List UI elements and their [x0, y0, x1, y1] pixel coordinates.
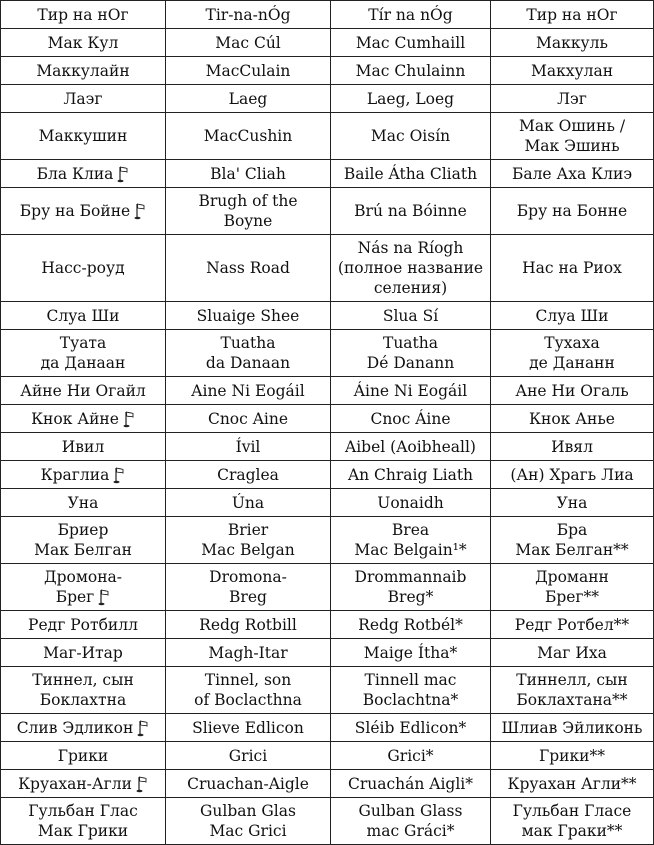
cell-text: Slieve Edlicon: [192, 718, 304, 737]
table-cell: [166, 160, 331, 188]
cell-text: Бла Клиа: [36, 164, 114, 183]
cell-text: Ивил: [61, 437, 105, 456]
cell-text: Redg Rotbél*: [358, 615, 463, 634]
cell-text: Tinnel, son of Boclacthna: [194, 671, 302, 709]
cell-text: Нас на Риох: [522, 259, 622, 277]
table-cell: [491, 798, 654, 845]
cell-text: Бале Аха Клиэ: [511, 164, 633, 183]
flag-marker-icon: [98, 588, 110, 606]
cell-text: Кнок Айне: [31, 409, 119, 428]
table-cell: [331, 489, 491, 517]
table-cell: [331, 639, 491, 667]
cell-text: Туата да Данаан: [40, 334, 126, 372]
cell-text: Маккуль: [536, 33, 608, 52]
table-cell: [491, 770, 654, 798]
table-cell: [491, 639, 654, 667]
table-cell: [331, 798, 491, 845]
table-cell: [491, 611, 654, 639]
table-cell: [491, 667, 654, 714]
table-cell: [331, 85, 491, 113]
cell-text: Мак Кул: [47, 33, 119, 52]
cell-text: Dromona- Breg: [209, 568, 287, 606]
table-cell: [166, 714, 331, 742]
cell-text: Лаэг: [63, 89, 103, 108]
cell-text: Tuatha Dé Danann: [366, 334, 455, 372]
table-cell: [491, 714, 654, 742]
table-cell: [1, 330, 166, 377]
table-row: [1, 235, 654, 302]
cell-text: Grici*: [387, 746, 434, 765]
table-row: [1, 517, 654, 564]
table-cell: [491, 113, 654, 160]
table-cell: [1, 798, 166, 845]
cell-text: Laeg: [228, 89, 268, 108]
table-cell: [331, 611, 491, 639]
cell-text: Drommannaib Breg*: [354, 568, 467, 606]
table-cell: [491, 29, 654, 57]
cell-text: Ане Ни Огаль: [515, 381, 629, 400]
table-cell: [166, 85, 331, 113]
table-row: [1, 798, 654, 845]
table-cell: [1, 770, 166, 798]
table-row: [1, 85, 654, 113]
table-cell: [1, 564, 166, 611]
table-row: [1, 1, 654, 29]
cell-text: Ивял: [551, 437, 593, 456]
table-cell: [331, 302, 491, 330]
table-cell: [166, 564, 331, 611]
cell-text: Мак Ошинь / Мак Эшинь: [518, 117, 626, 155]
cell-text: Насс-роуд: [41, 259, 125, 277]
table-row: [1, 330, 654, 377]
table-row: [1, 377, 654, 405]
table-cell: [491, 235, 654, 302]
table-cell: [166, 798, 331, 845]
table-row: [1, 302, 654, 330]
table-cell: [331, 770, 491, 798]
table-cell: [331, 564, 491, 611]
cell-text: Маккушин: [38, 127, 128, 145]
table-cell: [166, 639, 331, 667]
cell-text: Mac Cúl: [215, 33, 281, 52]
cell-text: Маг-Итар: [43, 643, 123, 662]
cell-text: Redg Rotbill: [199, 615, 297, 634]
cell-text: Кнок Анье: [529, 409, 615, 428]
cell-text: Gulban Glas Mac Grici: [200, 802, 296, 840]
table-cell: [491, 433, 654, 461]
cell-text: Тухаха де Дананн: [529, 334, 615, 372]
table-cell: [1, 160, 166, 188]
table-cell: [1, 188, 166, 235]
table-cell: [1, 611, 166, 639]
cell-text: Magh-Itar: [208, 643, 288, 662]
table-cell: [1, 714, 166, 742]
table-row: [1, 29, 654, 57]
cell-text: Бру на Бойне: [19, 202, 131, 220]
cell-text: Бриер Мак Белган: [34, 521, 132, 559]
table-row: [1, 742, 654, 770]
table-cell: [331, 461, 491, 489]
cell-text: Макхулан: [530, 61, 614, 80]
table-cell: [331, 188, 491, 235]
table-cell: [1, 57, 166, 85]
cell-text: Sluaige Shee: [196, 306, 300, 325]
table-cell: [331, 714, 491, 742]
cell-text: Тир на нОг: [37, 5, 129, 24]
cell-text: Cnoc Aine: [207, 409, 289, 428]
table-cell: [166, 113, 331, 160]
cell-text: Aine Ni Eogáil: [191, 381, 305, 400]
table-cell: [166, 377, 331, 405]
table-cell: [166, 461, 331, 489]
cell-text: Тиннел, сын Боклахтна: [32, 671, 134, 709]
cell-text: Шлиав Эйликонь: [501, 718, 643, 737]
table-cell: [1, 405, 166, 433]
cell-text: An Chraig Liath: [347, 465, 474, 484]
table-row: [1, 57, 654, 85]
cell-text: MacCulain: [205, 61, 291, 80]
cell-text: Brugh of the Boyne: [198, 192, 298, 230]
table-cell: [1, 1, 166, 29]
cell-text: Бру на Бонне: [516, 202, 628, 220]
table-cell: [166, 433, 331, 461]
table-cell: [331, 113, 491, 160]
cell-text: Gulban Glass mac Gráci*: [358, 802, 463, 840]
table-row: [1, 611, 654, 639]
cell-text: Айне Ни Огайл: [20, 381, 146, 400]
table-cell: [166, 489, 331, 517]
cell-text: Tír na nÓg: [368, 5, 453, 24]
cell-text: Ívil: [235, 437, 261, 456]
cell-text: Mac Cumhaill: [355, 33, 466, 52]
table-cell: [331, 29, 491, 57]
table-cell: [491, 330, 654, 377]
table-cell: [331, 667, 491, 714]
cell-text: Aibel (Aoibheall): [345, 437, 476, 456]
cell-text: Тиннелл, сын Боклахтана**: [516, 671, 628, 709]
cell-text: Маг Иха: [537, 643, 607, 662]
table-cell: [491, 57, 654, 85]
table-cell: [1, 742, 166, 770]
table-cell: [491, 517, 654, 564]
table-cell: [1, 489, 166, 517]
cell-text: Craglea: [217, 465, 279, 484]
cell-text: Tinnell mac Boclachtna*: [362, 671, 459, 709]
cell-text: Bla' Cliah: [210, 164, 286, 183]
cell-text: Baile Átha Cliath: [343, 164, 478, 183]
cell-text: Úna: [231, 493, 265, 512]
table-cell: [331, 235, 491, 302]
cell-text: Laeg, Loeg: [366, 89, 455, 108]
cell-text: Бра Мак Белган**: [515, 521, 629, 559]
cell-text: Brier Mac Belgan: [201, 521, 295, 559]
table-cell: [331, 517, 491, 564]
table-cell: [1, 377, 166, 405]
table-cell: [166, 302, 331, 330]
cell-text: Маккулайн: [36, 61, 130, 80]
cell-text: Mac Chulainn: [355, 61, 466, 80]
cell-text: Краглиа: [40, 465, 110, 484]
table-cell: [1, 461, 166, 489]
table-cell: [491, 1, 654, 29]
cell-text: Áine Ni Eogáil: [353, 381, 468, 400]
table-cell: [166, 188, 331, 235]
table-cell: [166, 330, 331, 377]
table-cell: [331, 160, 491, 188]
flag-marker-icon: [134, 202, 146, 220]
table-row: [1, 405, 654, 433]
cell-text: Грики: [57, 746, 109, 765]
table-cell: [491, 377, 654, 405]
cell-text: Nás na Ríogh (полное название селения): [337, 239, 484, 297]
table-row: [1, 564, 654, 611]
cell-text: Slua Sí: [382, 306, 439, 325]
cell-text: Brea Mac Belgain¹*: [354, 521, 467, 559]
cell-text: Редг Ротбел**: [514, 615, 630, 634]
table-cell: [1, 517, 166, 564]
table-cell: [1, 113, 166, 160]
table-row: [1, 639, 654, 667]
table-cell: [491, 461, 654, 489]
table-row: [1, 113, 654, 160]
cell-text: Редг Ротбилл: [28, 615, 138, 634]
table-cell: [166, 29, 331, 57]
names-table-body: [1, 1, 654, 845]
table-cell: [331, 433, 491, 461]
table-cell: [491, 564, 654, 611]
cell-text: Grici: [228, 746, 268, 765]
table-cell: [1, 302, 166, 330]
cell-text: Слуа Ши: [46, 306, 120, 325]
table-cell: [1, 29, 166, 57]
cell-text: Слуа Ши: [535, 306, 609, 325]
table-cell: [491, 742, 654, 770]
cell-text: Дромона- Брег: [43, 568, 123, 606]
cell-text: Уна: [556, 493, 588, 512]
cell-text: Слив Эдликон: [16, 718, 134, 737]
table-cell: [491, 489, 654, 517]
table-cell: [331, 377, 491, 405]
cell-text: MacCushin: [203, 127, 293, 145]
table-row: [1, 770, 654, 798]
cell-text: Maige Ítha*: [363, 643, 458, 662]
cell-text: Cnoc Áine: [370, 409, 451, 428]
cell-text: Гульбан Глас Мак Грики: [28, 802, 138, 840]
cell-text: Sléib Edlicon*: [354, 718, 467, 737]
table-cell: [1, 85, 166, 113]
table-cell: [1, 667, 166, 714]
cell-text: (Ан) Храгь Лиа: [510, 465, 634, 484]
cell-text: Brú na Bóinne: [354, 202, 467, 220]
cell-text: Дроманн Брег**: [535, 568, 609, 606]
cell-text: Uonaidh: [377, 493, 444, 512]
cell-text: Cruachan-Aigle: [187, 774, 309, 793]
cell-text: Круахан Агли**: [507, 774, 637, 793]
cell-text: Mac Oisín: [370, 127, 451, 145]
cell-text: Уна: [67, 493, 99, 512]
table-cell: [331, 1, 491, 29]
table-cell: [491, 405, 654, 433]
table-cell: [491, 302, 654, 330]
table-cell: [331, 742, 491, 770]
cell-text: Tir-na-nÓg: [205, 5, 291, 24]
cell-text: Тир на нОг: [526, 5, 618, 24]
table-cell: [1, 433, 166, 461]
table-row: [1, 489, 654, 517]
table-cell: [491, 160, 654, 188]
table-cell: [166, 517, 331, 564]
cell-text: Грики**: [538, 746, 606, 765]
table-row: [1, 667, 654, 714]
table-cell: [166, 770, 331, 798]
cell-text: Cruachán Aigli*: [347, 774, 474, 793]
flag-marker-icon: [117, 165, 129, 183]
cell-text: Круахан-Агли: [18, 774, 132, 793]
table-cell: [166, 405, 331, 433]
table-cell: [331, 57, 491, 85]
flag-marker-icon: [123, 410, 135, 428]
cell-text: Tuatha da Danaan: [205, 334, 291, 372]
table-cell: [331, 405, 491, 433]
table-cell: [166, 235, 331, 302]
flag-marker-icon: [113, 466, 125, 484]
flag-marker-icon: [136, 775, 148, 793]
table-row: [1, 714, 654, 742]
table-cell: [1, 235, 166, 302]
table-row: [1, 160, 654, 188]
table-cell: [166, 611, 331, 639]
cell-text: Гульбан Гласе мак Граки**: [512, 802, 632, 840]
table-cell: [331, 330, 491, 377]
table-cell: [491, 85, 654, 113]
table-row: [1, 188, 654, 235]
table-cell: [166, 57, 331, 85]
table-cell: [491, 188, 654, 235]
cell-text: Nass Road: [206, 259, 290, 277]
flag-marker-icon: [137, 719, 149, 737]
table-row: [1, 461, 654, 489]
table-cell: [166, 1, 331, 29]
cell-text: Лэг: [557, 89, 587, 108]
table-cell: [1, 639, 166, 667]
table-cell: [166, 667, 331, 714]
table-row: [1, 433, 654, 461]
table-cell: [166, 742, 331, 770]
